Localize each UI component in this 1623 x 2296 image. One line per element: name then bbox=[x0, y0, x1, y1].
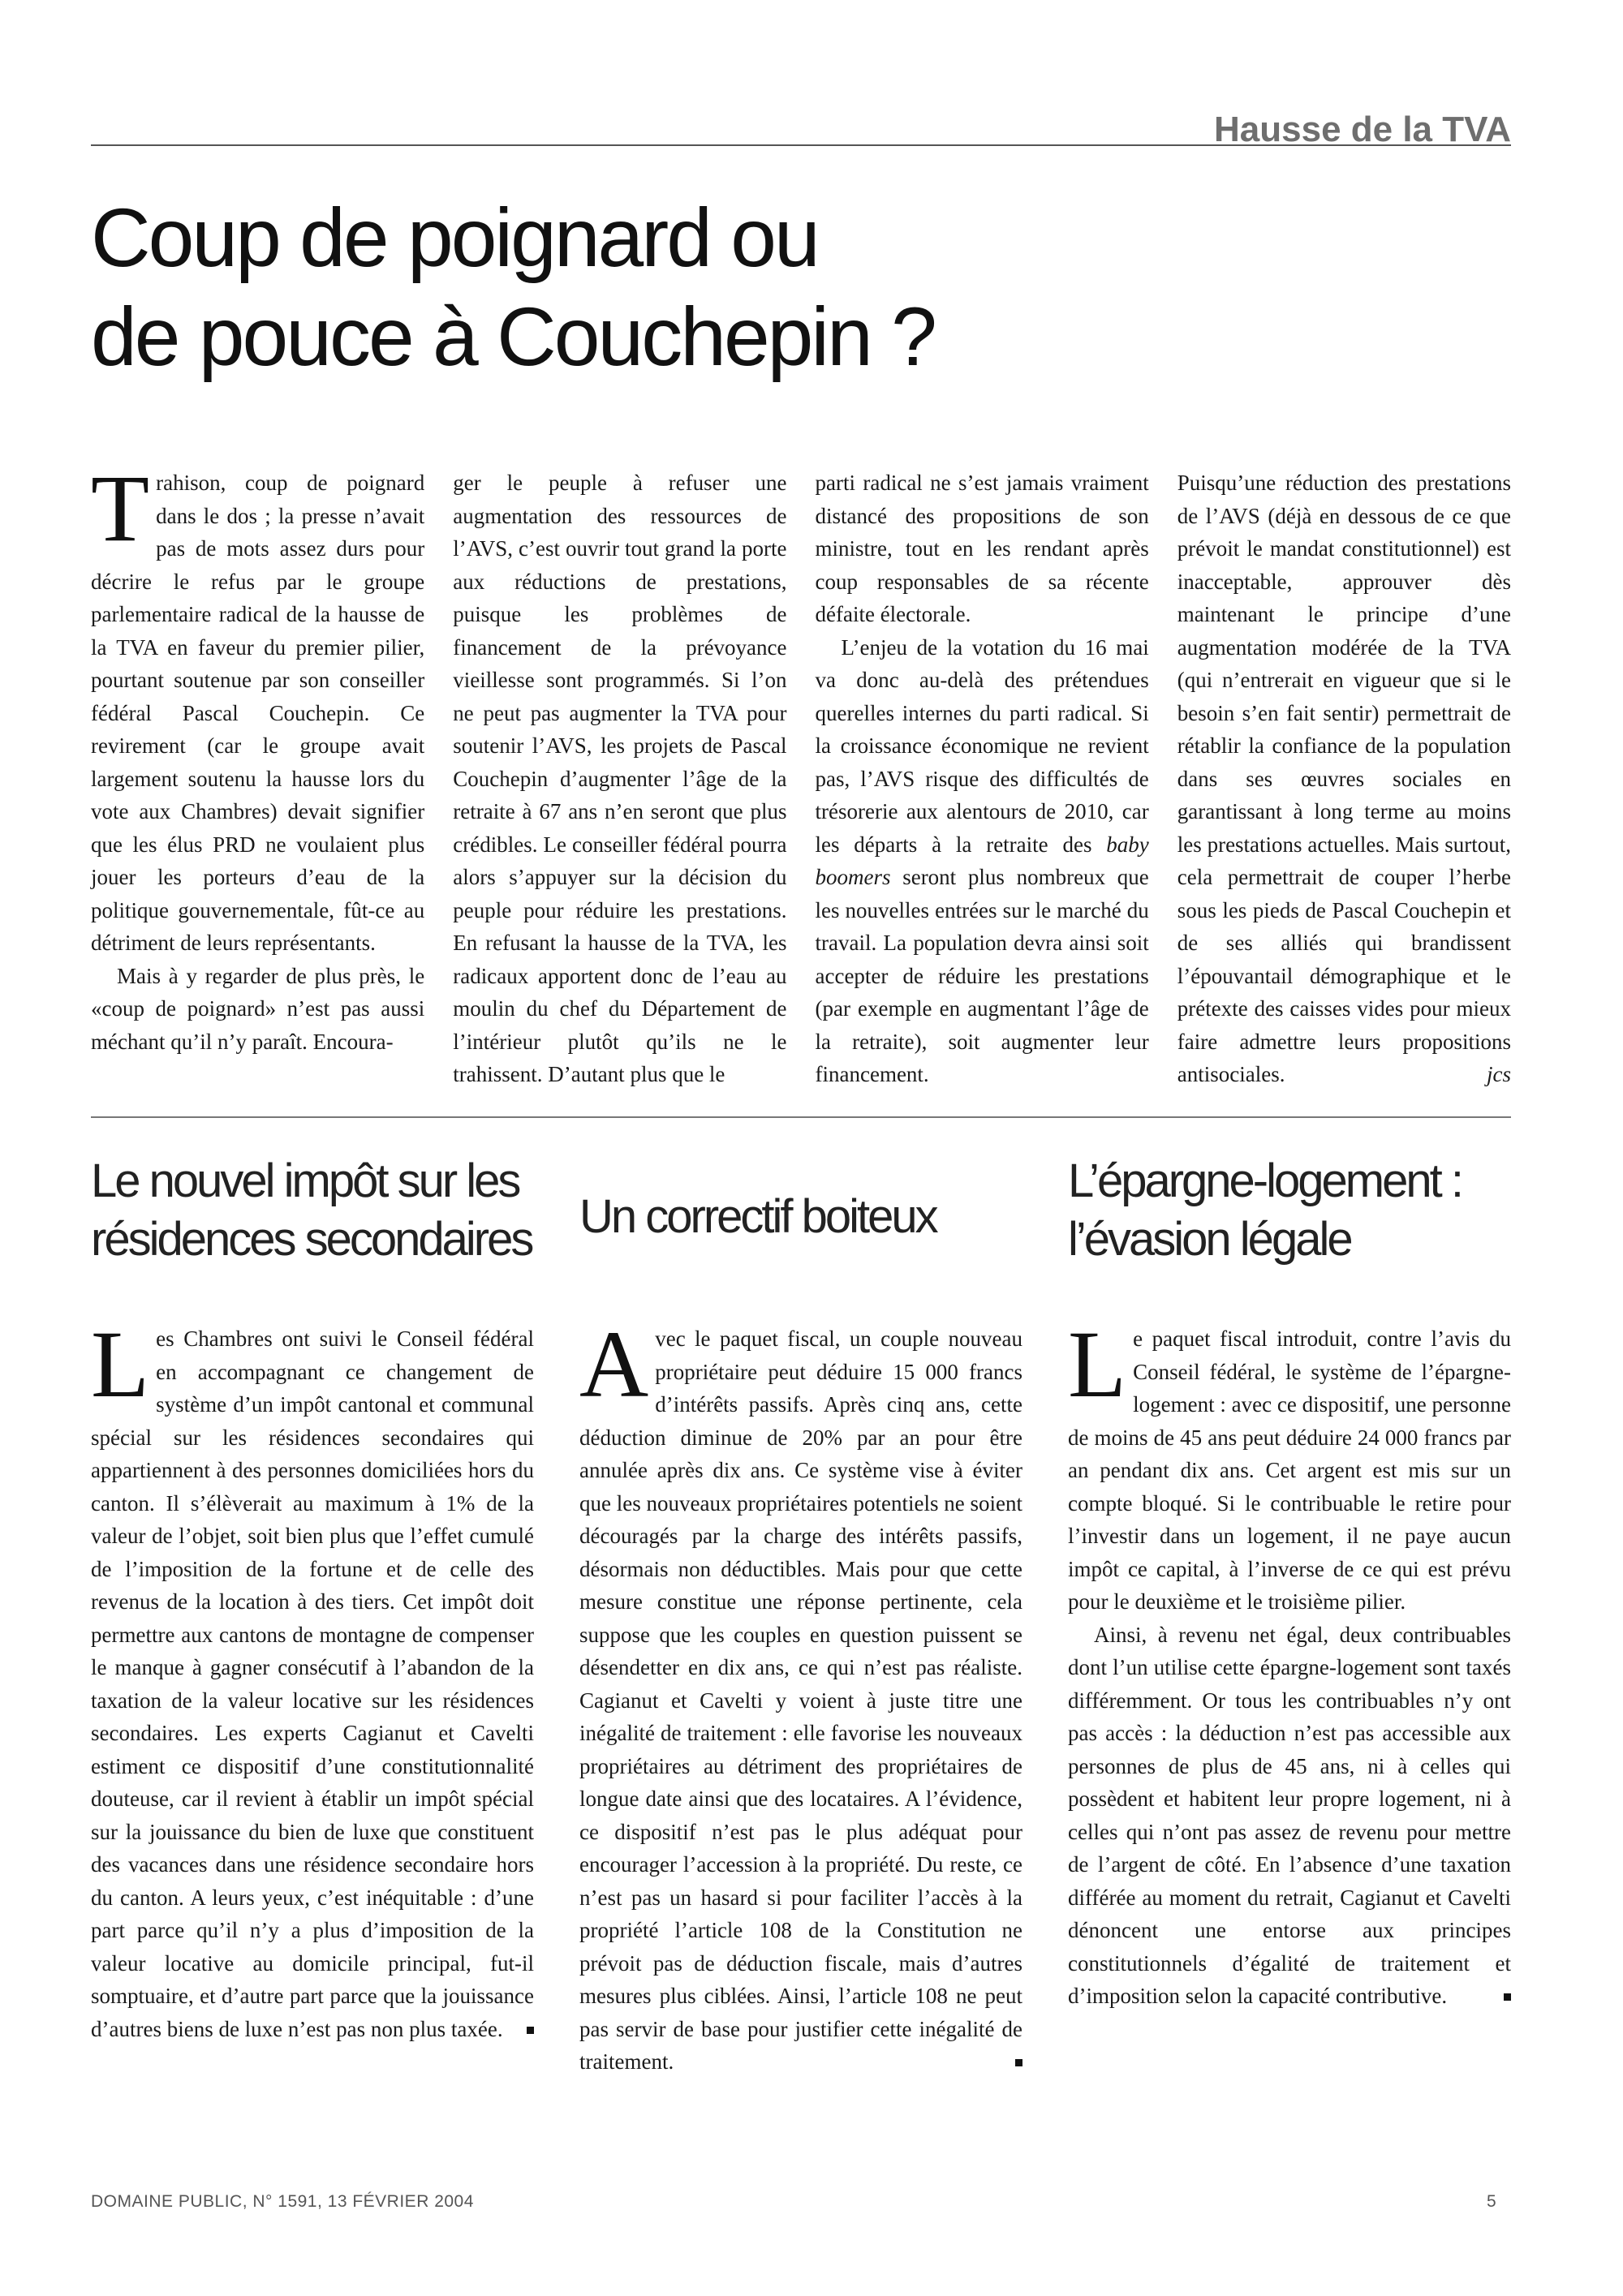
paragraph-text: vec le paquet fiscal, un couple nouveau propriétaire peut déduire 15 000 francs d’intérêts passifs. Après cinq ans, cette déduction diminue de 20% par an pour être annulée après dix ans. Ce système vise à éviter que les nouveaux propriétaires potentiels ne soient découragés par la charge des intérêts passifs, désormais non déductibles. Mais pour que cette mesure constitue une réponse pertinente, cela suppose que les couples en question puissent se désendetter en dix ans, ce qui n’est pas réaliste. Cagianut et Cavelti y voient à juste titre une inégalité de traitement : elle favorise les nouveaux propriétaires au détriment des propriétaires de longue date ainsi que des locataires. A l’évidence, ce dispositif n’est pas le plus adéquat pour encourager l’accession à la propriété. Du reste, ce n’est pas un hasard si pour faciliter l’accès à la propriété l’article 108 de la Constitution ne prévoit pas de déduction fiscale, mais d’autres mesures plus ciblées. Ainsi, l’article 108 ne peut pas servir de base pour justifier cette inégalité de traitement. bbox=[579, 1326, 1022, 2074]
paragraph bbox=[816, 631, 1149, 1091]
section-divider bbox=[91, 1116, 1511, 1118]
page-number: 5 bbox=[1487, 2192, 1496, 2211]
main-article-body bbox=[91, 455, 1511, 1091]
main-article-column-3 bbox=[816, 467, 1149, 1091]
headline-line: Un correctif boiteux bbox=[579, 1190, 936, 1243]
paragraph-text: es Chambres ont suivi le Conseil fédéral en accompagnant ce changement de système d’un impôt cantonal et communal spécial sur les résidences secondaires qui appartiennent à des personnes domiciliées hors du canton. Il s’élèverait au maximum à 1% de la valeur de l’objet, soit bien plus que l’effet cumulé de l’imposition de la fortune et de celle des revenus de la location à des tiers. Cet impôt doit permettre aux cantons de montagne de compenser le manque à gagner consécutif à l’abandon de la taxation de la valeur locative sur les résidences secondaires. Les experts Cagianut et Cavelti estiment ce dispositif d’une constitutionnalité douteuse, car il revient à établir un impôt spécial sur la jouissance du bien de luxe que constituent des vacances dans une résidence secondaire hors du canton. A leurs yeux, c’est inéquitable : d’une part parce qu’il n’y a plus d’imposition de la valeur locative au domicile principal, fut-il somptuaire, et d’autre part parce que la jouissance d’autres biens de luxe n’est pas non plus taxée. bbox=[91, 1326, 534, 2041]
main-headline-line2: de pouce à Couchepin ? bbox=[91, 290, 935, 383]
paragraph bbox=[91, 1311, 534, 2045]
headline-line: l’évasion légale bbox=[1068, 1213, 1351, 1266]
end-mark-icon bbox=[1504, 1993, 1511, 2001]
main-article-column-2 bbox=[453, 467, 786, 1091]
headline-epargne-logement bbox=[1068, 1152, 1462, 1282]
paragraph: parti radical ne s’est jamais vraiment distancé des propositions de son ministre, tout en les rendant après coup responsables de sa récente défaite électorale. bbox=[815, 471, 1149, 626]
paragraph-text: rahison, coup de poignard dans le dos ; la presse n’avait pas de mots assez durs pour décrire le refus par le groupe parlementaire radical de la hausse de la TVA en faveur du premier pilier, pourtant soutenue par son conseiller fédéral Pascal Couchepin. Ce revirement (car le groupe avait largement soutenu la hausse lors du vote aux Chambres) devait signifier que les élus PRD ne voulaient plus jouer les porteurs d’eau de la politique gouvernementale, fût-ce au détriment de leurs représentants. bbox=[91, 471, 425, 955]
main-article-column-4 bbox=[1177, 467, 1511, 1091]
paragraph-text: Ainsi, à revenu net égal, deux contribuables dont l’un utilise cette épargne-logement sont taxés différemment. Or tous les contribuables n’y ont pas accès : la déduction n’est pas accessible aux personnes de plus de 45 ans, ni à celles qui possèdent et habitent leur propre logement, ni à celles qui n’ont pas assez de revenu pour mettre de l’argent de côté. En l’absence d’une taxation différée au moment du retrait, Cagianut et Cavelti dénoncent une entorse aux principes constitutionnels d’égalité de traitement et d’imposition selon la capacité contributive. bbox=[1068, 1622, 1511, 2008]
main-headline-line1: Coup de poignard ou bbox=[91, 191, 818, 284]
sub-headlines-row bbox=[91, 1152, 1511, 1282]
paragraph bbox=[1068, 1311, 1511, 1619]
paragraph bbox=[1177, 467, 1511, 1091]
drop-cap: L bbox=[91, 1311, 150, 1417]
paragraph-text: L’enjeu de la votation du 16 mai va donc au-delà des prétendues querelles internes du parti radical. Si la croissance économique ne revient pas, l’AVS risque des difficultés de trésorerie aux alentours de 2010, car les départs à la retraite des bbox=[815, 634, 1149, 857]
drop-cap: T bbox=[91, 455, 150, 561]
author-signature: jcs bbox=[1487, 1062, 1511, 1086]
drop-cap: L bbox=[1068, 1311, 1127, 1417]
main-article-column-1 bbox=[91, 455, 425, 1091]
italic-term: baby boomers bbox=[815, 832, 1149, 889]
paragraph bbox=[1068, 1619, 1511, 2013]
headline-cell-correctif bbox=[579, 1152, 1022, 1282]
end-mark-icon bbox=[527, 2027, 534, 2034]
paragraph-text: Puisqu’une réduction des prestations de l’AVS (déjà en dessous de ce que prévoit le mandat constitutionnel) est inacceptable, approuver dès maintenant le principe d’une augmentation modérée de la TVA (qui n’entrerait en vigueur que si le besoin s’en fait sentir) permettrait de rétablir la confiance de la population dans ses œuvres sociales en garantissant à long terme au moins les prestations actuelles. Mais surtout, cela permettrait de couper l’herbe sous les pieds de Pascal Couchepin et de ses alliés qui brandissent l’épouvantail démographique et le prétexte des caisses vides pour mieux faire admettre leurs propositions antisociales. bbox=[1177, 471, 1511, 1086]
headline-correctif-boiteux bbox=[579, 1188, 936, 1246]
article-epargne-logement bbox=[1068, 1311, 1511, 2166]
paragraph bbox=[579, 1311, 1022, 2079]
headline-line: résidences secondaires bbox=[91, 1213, 532, 1266]
headline-line: L’épargne-logement : bbox=[1068, 1154, 1462, 1207]
paragraph bbox=[91, 455, 425, 960]
headline-cell-residences bbox=[91, 1152, 534, 1282]
section-header bbox=[91, 104, 1511, 149]
drop-cap: A bbox=[579, 1311, 649, 1417]
footer-publication: DOMAINE PUBLIC, N° 1591, 13 FÉVRIER 2004 bbox=[91, 2192, 474, 2211]
paragraph: ger le peuple à refuser une augmentation des ressources de l’AVS, c’est ouvrir tout grand la porte aux réductions de prestations, puisque les problèmes de financement de la prévoyance vieillesse sont programmés. Si l’on ne peut pas augmenter la TVA pour soutenir l’AVS, les projets de Pascal Couchepin d’augmenter l’âge de la retraite à 67 ans n’en seront que plus crédibles. Le conseiller fédéral pourra alors s’appuyer sur la décision du peuple pour réduire les prestations. En refusant la hausse de la TVA, les radicaux apportent donc de l’eau au moulin du chef du Département de l’intérieur plutôt qu’ils ne le trahissent. D’autant plus que le bbox=[453, 471, 787, 1086]
paragraph: Mais à y regarder de plus près, le «coup de poignard» n’est pas aussi méchant qu’il n’y paraît. Encoura- bbox=[91, 963, 425, 1054]
main-headline bbox=[91, 188, 1470, 386]
headline-residences-secondaires bbox=[91, 1152, 532, 1282]
headline-line: Le nouvel impôt sur les bbox=[91, 1154, 519, 1207]
sub-articles-body bbox=[91, 1311, 1511, 2166]
article-correctif-boiteux bbox=[579, 1311, 1022, 2166]
end-mark-icon bbox=[1015, 2059, 1022, 2066]
paragraph-text: seront plus nombreux que les nouvelles entrées sur le marché du travail. La population devra ainsi soit accepter de réduire les prestations (par exemple en augmentant l’âge de la retraite), soit augmenter leur financement. bbox=[815, 865, 1149, 1086]
paragraph-text: e paquet fiscal introduit, contre l’avis du Conseil fédéral, le système de l’épargne-logement : avec ce dispositif, une personne de moins de 45 ans peut déduire 24 000 francs par an pendant dix ans. Cet argent est mis sur un compte bloqué. Si le contribuable le retire pour l’investir dans un logement, il ne paye aucun impôt ce capital, à l’inverse de ce qui est prévu pour le deuxième et le troisième pilier. bbox=[1068, 1326, 1511, 1614]
headline-cell-epargne bbox=[1068, 1152, 1511, 1282]
article-residences-secondaires bbox=[91, 1311, 534, 2166]
section-title: Hausse de la TVA bbox=[1214, 110, 1511, 149]
